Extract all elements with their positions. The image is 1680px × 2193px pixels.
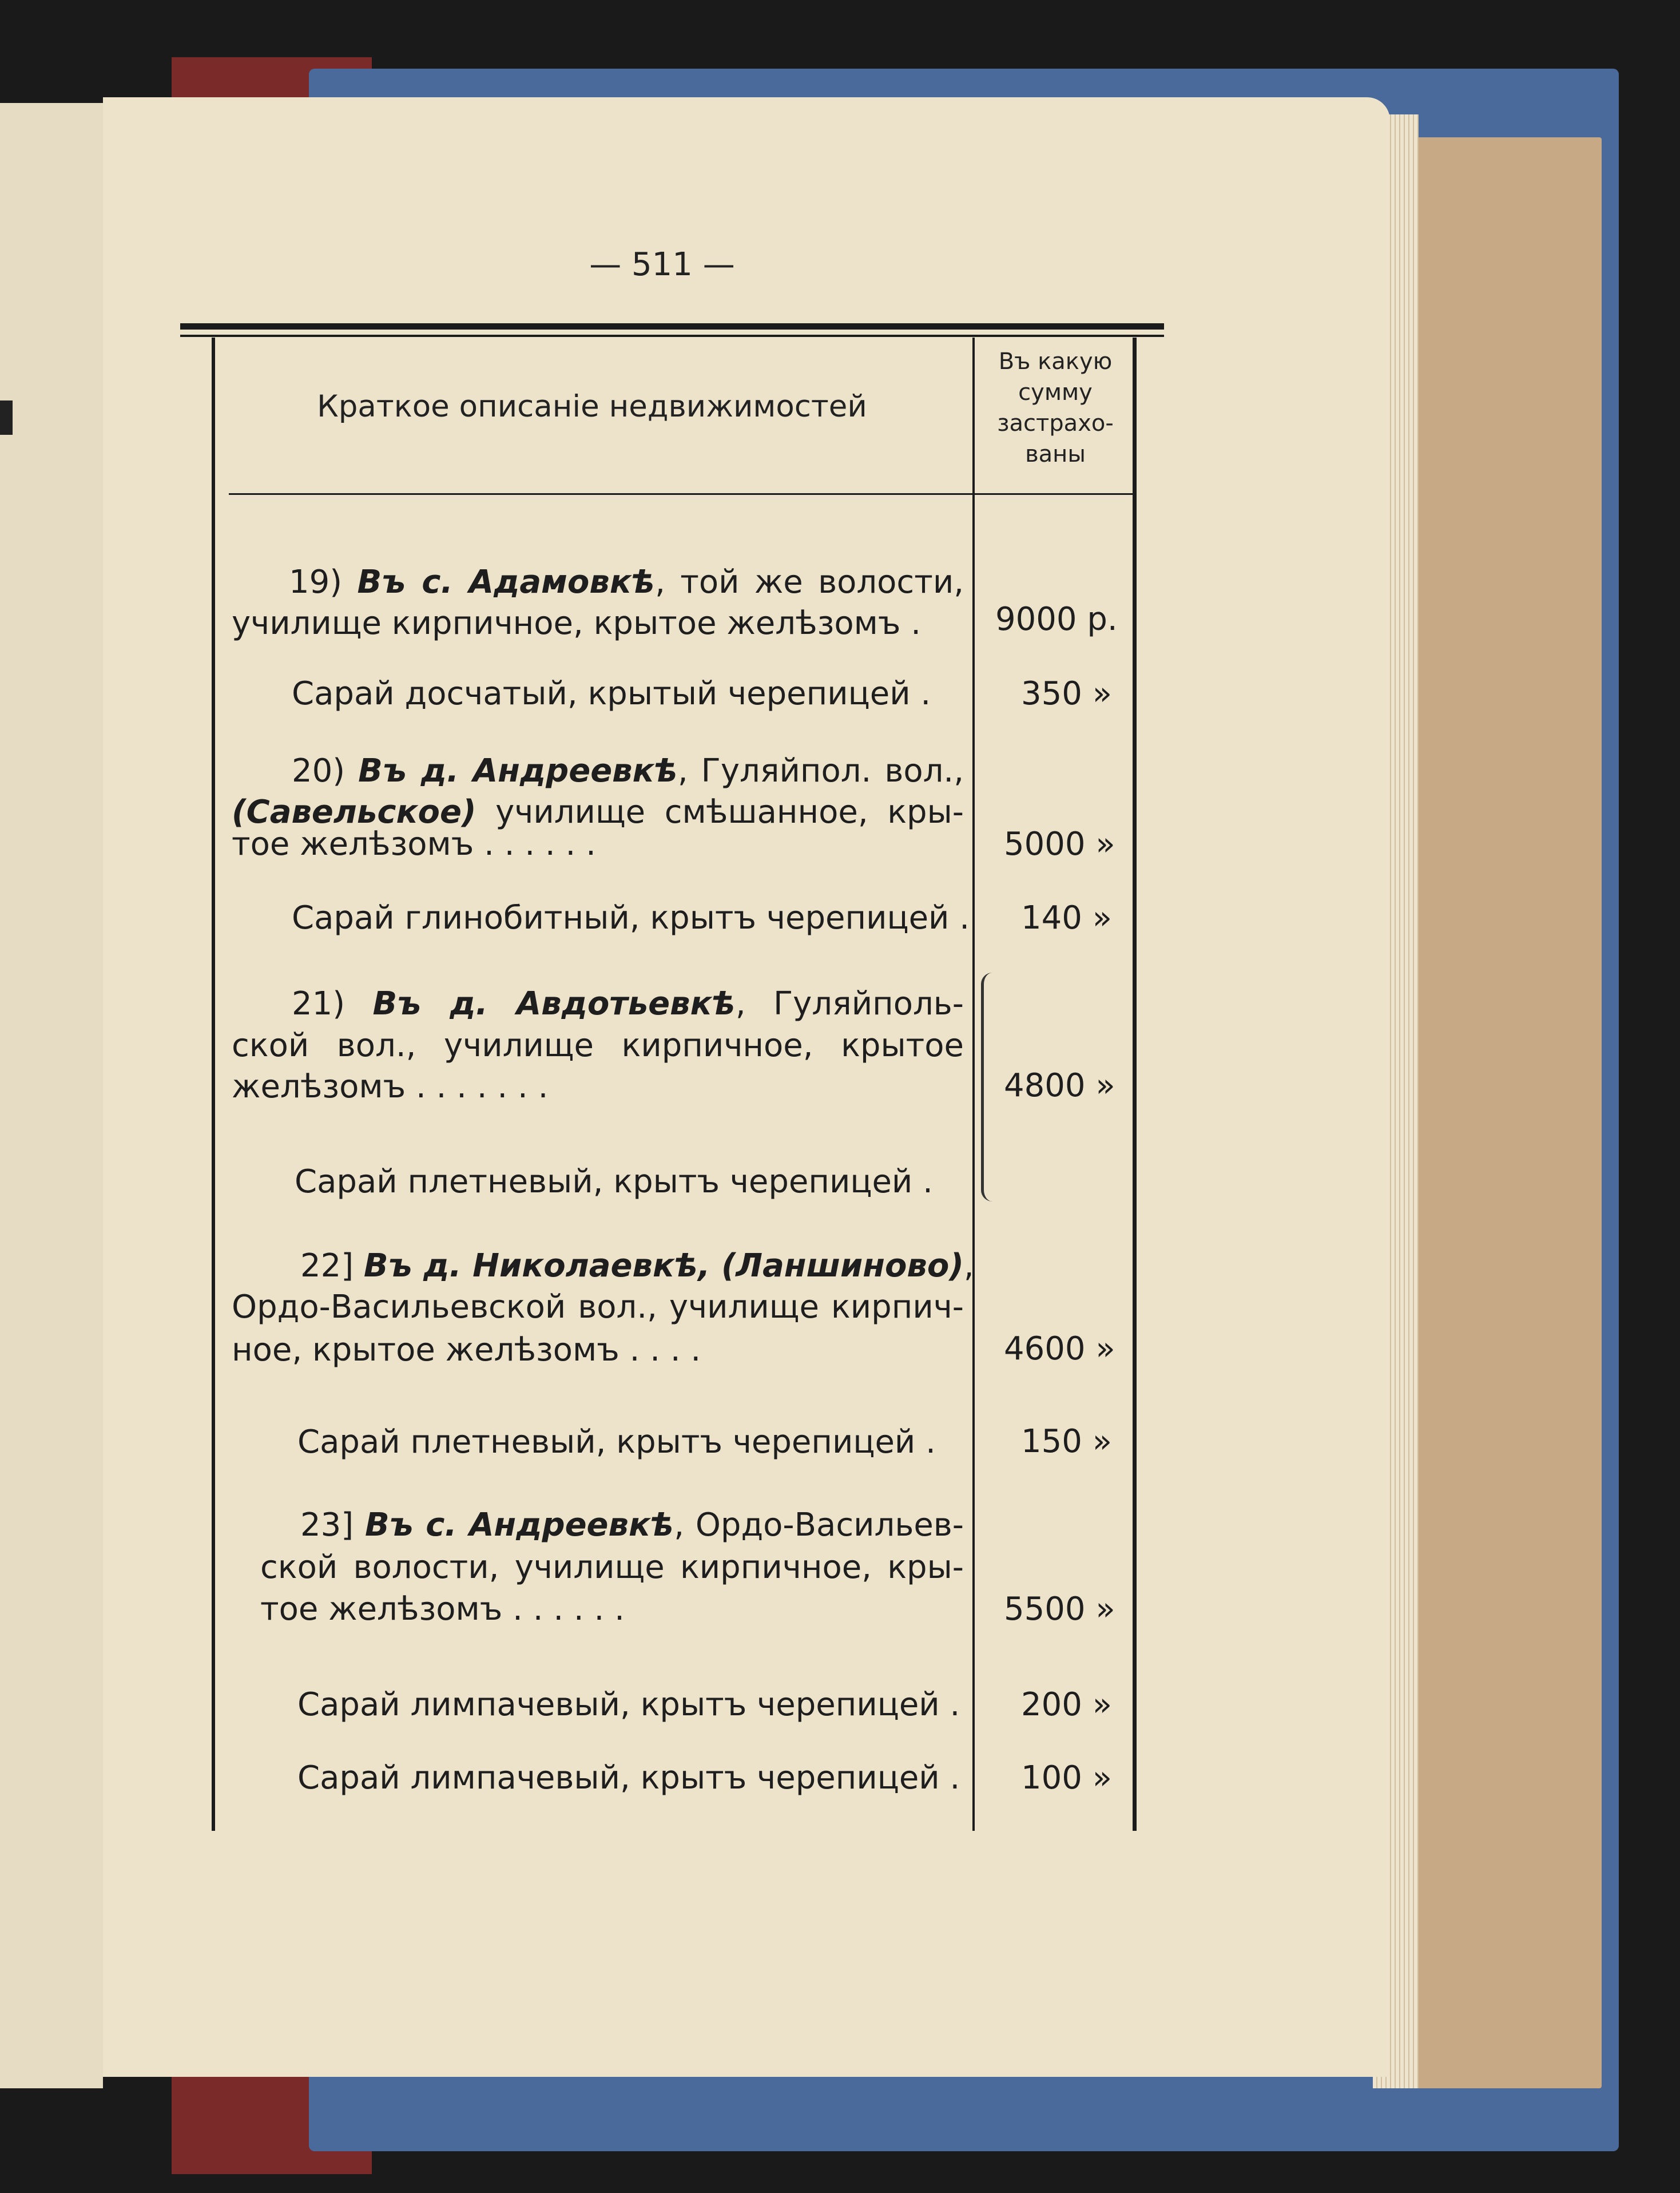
entry-line: тое желѣзомъ . . . . . .: [260, 1591, 625, 1628]
entry-line: училище кирпичное, крытое желѣзомъ .: [232, 605, 922, 642]
entry-line: Сарай глинобитный, крытъ черепицей .: [292, 899, 970, 937]
entry-line: Сарай лимпачевый, крытъ черепицей .: [297, 1759, 960, 1797]
amount-value: 9000 р.: [995, 601, 1118, 638]
entry-line: 23] Въ с. Андреевкѣ, Ордо-Васильев-: [300, 1506, 964, 1544]
entry-line: желѣзомъ . . . . . . .: [232, 1068, 549, 1105]
entry-line: ской волости, училище кирпичное, кры-: [260, 1549, 964, 1586]
amount-value: 4800 »: [1004, 1067, 1115, 1104]
entry-line: Ордо-Васильевской вол., училище кирпич-: [232, 1288, 964, 1326]
amount-value: 100 »: [1021, 1759, 1112, 1797]
entry-line: 20) Въ д. Андреевкѣ, Гуляйпол. вол.,: [292, 752, 964, 790]
brace-bracket: [981, 973, 1001, 1201]
table-top-rule: [180, 323, 1164, 330]
amount-value: 4600 »: [1004, 1330, 1115, 1367]
entry-line: 22] Въ д. Николаевкѣ, (Ланшиново),: [300, 1247, 974, 1284]
entry-line: Сарай досчатый, крытый черепицей .: [292, 675, 931, 712]
header-amount: Въ какую сумму застрахо- ваны: [997, 348, 1114, 467]
entry-line: ской вол., училище кирпичное, крытое: [232, 1027, 964, 1064]
amount-value: 200 »: [1021, 1686, 1112, 1723]
table-top-rule-thin: [180, 335, 1164, 337]
header-bottom-rule: [229, 493, 1133, 495]
entry-line: 21) Въ д. Авдотьевкѣ, Гуляйполь-: [292, 985, 964, 1022]
amount-value: 150 »: [1021, 1423, 1112, 1460]
left-page: [0, 103, 103, 2088]
entry-line: Сарай лимпачевый, крытъ черепицей .: [297, 1686, 960, 1723]
entry-line: (Савельское) училище смѣшанное, кры-: [232, 794, 964, 831]
left-page-mark: [0, 400, 13, 435]
entry-line: ное, крытое желѣзомъ . . . .: [232, 1331, 701, 1369]
amount-value: 5000 »: [1004, 826, 1115, 863]
header-description: Краткое описанiе недвижимостей: [317, 389, 867, 424]
amount-value: 350 »: [1021, 675, 1112, 712]
entry-line: 19) Въ с. Адамовкѣ, той же волости,: [289, 564, 964, 601]
amount-value: 140 »: [1021, 899, 1112, 937]
page-number: — 511 —: [589, 246, 735, 283]
entry-line: Сарай плетневый, крытъ черепицей .: [295, 1163, 933, 1200]
table-left-border: [212, 338, 215, 1831]
entry-line: Сарай плетневый, крытъ черепицей .: [297, 1423, 936, 1461]
amount-value: 5500 »: [1004, 1591, 1115, 1628]
back-page: [1396, 137, 1602, 2088]
entry-line: тое желѣзомъ . . . . . .: [232, 826, 596, 863]
